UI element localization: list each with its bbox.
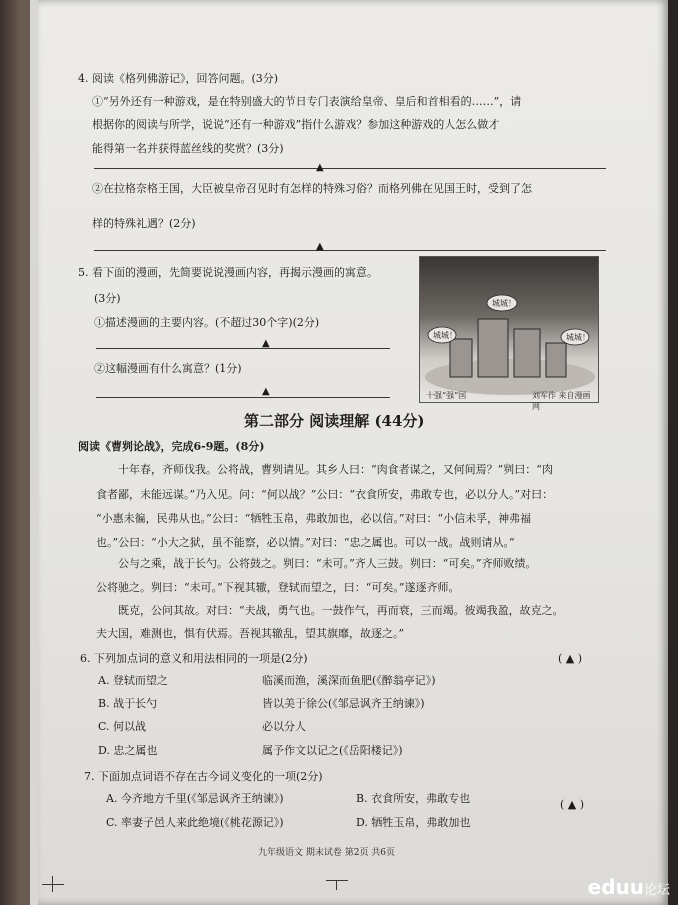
q5-sub2: ②这幅漫画有什么寓意？(1分) [94,362,242,375]
q6-option-c-compare: 必以分人 [262,720,306,733]
answer-marker: ▲ [262,386,270,397]
passage-line: “小惠未徧，民弗从也。”公曰：“牺牲玉帛，弗敢加也，必以信。”对曰：“小信未孚，神弗福 [96,512,532,525]
q6-option-d-compare: 属予作文以记之(《岳阳楼记》) [262,744,403,757]
cartoon-credit: 刘军作 来自漫画网 [532,391,591,411]
passage-line: 也。”公曰：“小大之狱，虽不能察，必以情。”对曰：“忠之属也。可以一战。战则请从。” [96,536,515,549]
q4-sub2-line1: ②在拉格奈格王国，大臣被皇帝召见时有怎样的特殊习俗？而格列佛在见国王时，受到了怎 [92,182,532,195]
cartoon-caption: 十强“强”国 [426,391,467,400]
q6-option-a-compare: 临溪而渔，溪深而鱼肥(《醉翁亭记》) [262,674,436,687]
answer-line [96,348,390,349]
q7-option-c: C. 率妻子邑人来此绝境(《桃花源记》) [106,816,284,829]
passage-line: 既克，公问其故。对曰：“夫战，勇气也。一鼓作气，再而衰，三而竭。彼竭我盈，故克之。 [118,604,564,617]
q6-option-b-compare: 皆以美于徐公(《邹忌讽齐王纳谏》) [262,697,425,710]
q5-stem-line2: (3分) [94,292,121,305]
reading-instruction: 阅读《曹刿论战》，完成6-9题。(8分) [78,440,265,453]
passage-line: 十年春，齐师伐我。公将战，曹刿请见。其乡人曰：“肉食者谋之，又何间焉？”刿曰：“肉 [118,463,553,476]
answer-line [94,250,606,251]
q4-sub2-line2: 样的特殊礼遇？(2分) [92,217,196,230]
page-footer: 九年级语文 期末试卷 第2页 共6页 [258,848,396,858]
speech-bubble-3: 城城！ [566,333,590,342]
q5-stem-line1: 5. 看下面的漫画，先简要说说漫画内容，再揭示漫画的寓意。 [78,266,378,279]
q4-stem: 4. 阅读《格列佛游记》，回答问题。(3分) [78,72,279,85]
q4-sub1-line2: 根据你的阅读与所学，说说“还有一种游戏”指什么游戏？参加这种游戏的人怎么做才 [92,118,500,131]
q7-option-a: A. 今齐地方千里(《邹忌讽齐王纳谏》) [106,792,284,805]
watermark [588,875,670,899]
q4-sub1-line3: 能得第一名并获得蓝丝线的奖赏？(3分) [92,142,284,155]
crop-mark [326,880,348,881]
passage-line: 公与之乘，战于长勺。公将鼓之。刿曰：“未可。”齐人三鼓。刿曰：“可矣。”齐师败绩。 [118,557,537,570]
answer-marker: ▲ [262,338,270,349]
cartoon-drawing [420,257,598,402]
passage-line: 夫大国，难测也，惧有伏焉。吾视其辙乱，望其旗靡，故逐之。” [96,627,405,640]
section-title: 第二部分 阅读理解 (44分) [244,412,425,430]
answer-line [94,168,606,169]
watermark-brand: eduu [587,875,644,899]
q7-option-d: D. 牺牲玉帛，弗敢加也 [356,816,471,829]
speech-bubble-1: 城城！ [433,331,457,340]
answer-line [96,397,390,398]
q5-sub1: ①描述漫画的主要内容。(不超过30个字)(2分) [94,316,320,329]
answer-marker: ▲ [316,162,324,173]
crop-mark [336,880,337,890]
answer-marker: ▲ [316,241,324,252]
passage-line: 公将驰之。刿曰：“未可。”下视其辙，登轼而望之，曰：“可矣。”遂逐齐师。 [96,581,460,594]
q6-answer-blank: ( ▲ ) [558,652,583,665]
q6-option-d: D. 忠之属也 [98,744,158,757]
speech-bubble-2: 城城！ [492,299,516,308]
crop-mark [52,876,53,892]
q6-stem: 6. 下列加点词的意义和用法相同的一项是(2分) [80,652,308,665]
q7-option-b: B. 衣食所安，弗敢专也 [356,792,471,805]
crop-mark [42,884,64,885]
cartoon-image [419,256,599,411]
q7-stem: 7. 下面加点词语不存在古今词义变化的一项(2分) [84,770,323,783]
q6-option-c: C. 何以战 [98,720,147,733]
passage-line: 食者鄙，未能远谋。”乃入见。问：“何以战？”公曰：“衣食所安，弗敢专也，必以分人。”对曰： [96,488,554,501]
watermark-suffix: 论坛 [643,883,670,898]
q4-sub1-line1: ①“另外还有一种游戏，是在特别盛大的节日专门表演给皇帝、皇后和首相看的……”，请 [92,95,522,108]
q6-option-b: B. 战于长勺 [98,697,158,710]
q6-option-a: A. 登轼而望之 [98,674,168,687]
q7-answer-blank: ( ▲ ) [560,798,585,811]
